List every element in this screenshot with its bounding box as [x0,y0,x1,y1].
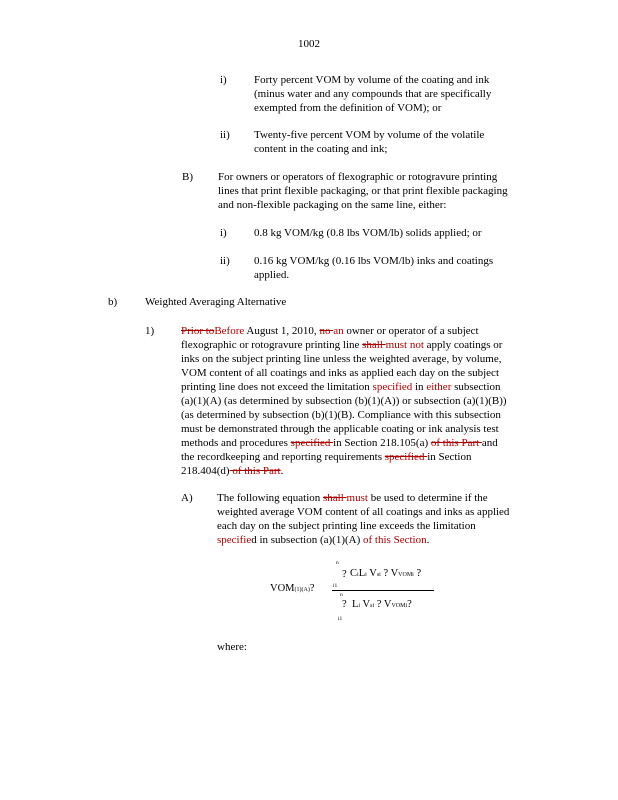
item-marker: B) [182,171,193,183]
fraction-bar [332,590,434,591]
deleted-text: specified [290,437,334,449]
num-vvom-sub: VOMi [398,572,414,578]
text-run: 218.404(d) [181,465,230,477]
text-run: in [412,381,427,393]
paragraph-line [217,491,488,505]
inserted-text: specifie [217,534,252,546]
item-marker: i) [220,227,227,239]
section-marker: b) [108,296,118,308]
inserted-text: Before [214,325,245,337]
inserted-text: must not [385,339,424,351]
sum-symbol: ? [342,569,347,580]
den-tail: ? [407,599,412,610]
sum-symbol: ? [342,599,347,610]
paragraph-line: inks on the subject printing line unless the weighted average, by volume, [181,353,502,365]
den-l: L [352,599,359,610]
item-marker: i) [220,74,227,86]
text-run: flexographic or rotogravure printing line [181,339,363,351]
text-run: be used to determine if the [367,492,488,504]
paragraph-line: VOM content of all coatings and inks as applied each day on the subject [181,367,499,379]
weighted-average-equation [266,558,466,628]
item-marker: ii) [220,255,230,267]
deleted-text: of this Part [229,465,281,477]
inserted-text: must [346,492,368,504]
text-run: subsection [451,381,501,393]
section-title: Weighted Averaging Alternative [145,296,287,308]
paragraph-line: applied. [254,269,290,281]
text-run: apply coatings or [423,339,503,351]
num-tail: ? [416,568,422,579]
paragraph-line: (as determined by subsection (b)(1)(B). Compliance with this subsection [181,409,501,421]
paragraph-line [181,450,472,464]
text-run: . [280,465,284,477]
text-run: d in subsection (a)(1)(A) [251,534,364,546]
paragraph-line: must be demonstrated through the applicable coating or ink analysis test [181,423,499,435]
sum-upper-limit: n [336,560,339,566]
text-run: in Section 218.105(a) [333,437,431,449]
text-run: and [481,437,498,449]
num-c: C [350,568,358,579]
text-run: owner or operator of a subject [343,325,479,337]
paragraph-line: weighted average VOM content of all coatings and inks as applied [217,506,510,518]
num-l-sub: i [365,572,367,578]
equation-numerator [350,568,421,579]
inserted-text: of this Section [363,534,427,546]
num-c-sub: i [357,572,359,578]
paragraph-line: exempted from the definition of VOM); or [254,102,442,114]
paragraph-line: 0.8 kg VOM/kg (0.8 lbs VOM/lb) solids applied; or [254,227,482,239]
paragraph-line [181,464,283,478]
deleted-text: specified [384,451,428,463]
deleted-text: shall [323,492,347,504]
item-marker: ii) [220,129,230,141]
paragraph-line: and non-flexible packaging on the same line, either: [218,199,447,211]
num-l: L [358,568,366,579]
equation-lhs-subscript: (1)(A) [294,587,310,593]
deleted-text: no [319,325,334,337]
text-run: methods and procedures [181,437,291,449]
den-q: ? [376,599,382,610]
paragraph-line [217,533,429,547]
text-run: the recordkeeping and reporting requirements [181,451,385,463]
den-v-sub: si [370,603,375,609]
text-run: in Section [427,451,472,463]
paragraph-line: (minus water and any compounds that are specifically [254,88,492,100]
den-vvom-sub: VOMi [391,603,408,609]
paragraph-line: 0.16 kg VOM/kg (0.16 lbs VOM/lb) inks and coatings [254,255,494,267]
page-number: 1002 [298,38,320,50]
num-v: V [369,568,377,579]
text-run: . [426,534,430,546]
paragraph-line [181,436,498,450]
num-q: ? [383,568,389,579]
text-run: printing line does not exceed the limitation [181,381,373,393]
item-marker: 1) [145,325,155,337]
deleted-text: of this Part [430,437,482,449]
equation-denominator [352,599,412,610]
paragraph-line: content in the coating and ink; [254,143,388,155]
den-vvom: V [383,599,392,610]
inserted-text: either [426,381,452,393]
sum-lower-limit: i1 [333,583,338,589]
paragraph-line: For owners or operators of flexographic or rotogravure printing [218,171,498,183]
paragraph-line [181,324,479,338]
paragraph-line [181,380,501,394]
paragraph-line: Forty percent VOM by volume of the coating and ink [254,74,490,86]
paragraph-line: lines that print flexible packaging, or that print flexible packaging [218,185,508,197]
deleted-text: Prior to [181,325,215,337]
inserted-text: specified [372,381,413,393]
equation-lhs [270,583,315,594]
den-v: V [362,599,371,610]
paragraph-line [181,338,502,352]
text-run: The following equation [217,492,324,504]
item-marker: A) [181,492,193,504]
num-vvom: V [390,568,399,579]
paragraph-line: (a)(1)(A) (as determined by subsection (b)(1)(A)) or subsection (a)(1)(B)) [181,395,507,407]
paragraph-line: each day on the subject printing line exceeds the limitation [217,520,476,532]
num-v-sub: si [376,572,381,578]
text-run: August 1, 2010, [244,325,320,337]
sum-lower-limit: i1 [338,616,343,622]
den-l-sub: i [358,603,361,609]
equation-lhs-q: ? [309,583,315,594]
deleted-text: shall [362,339,386,351]
inserted-text: an [333,325,344,337]
paragraph-line: Twenty-five percent VOM by volume of the volatile [254,129,485,141]
where-label: where: [217,641,247,653]
equation-lhs-symbol: VOM [270,583,295,594]
sum-upper-limit: n [340,592,343,598]
